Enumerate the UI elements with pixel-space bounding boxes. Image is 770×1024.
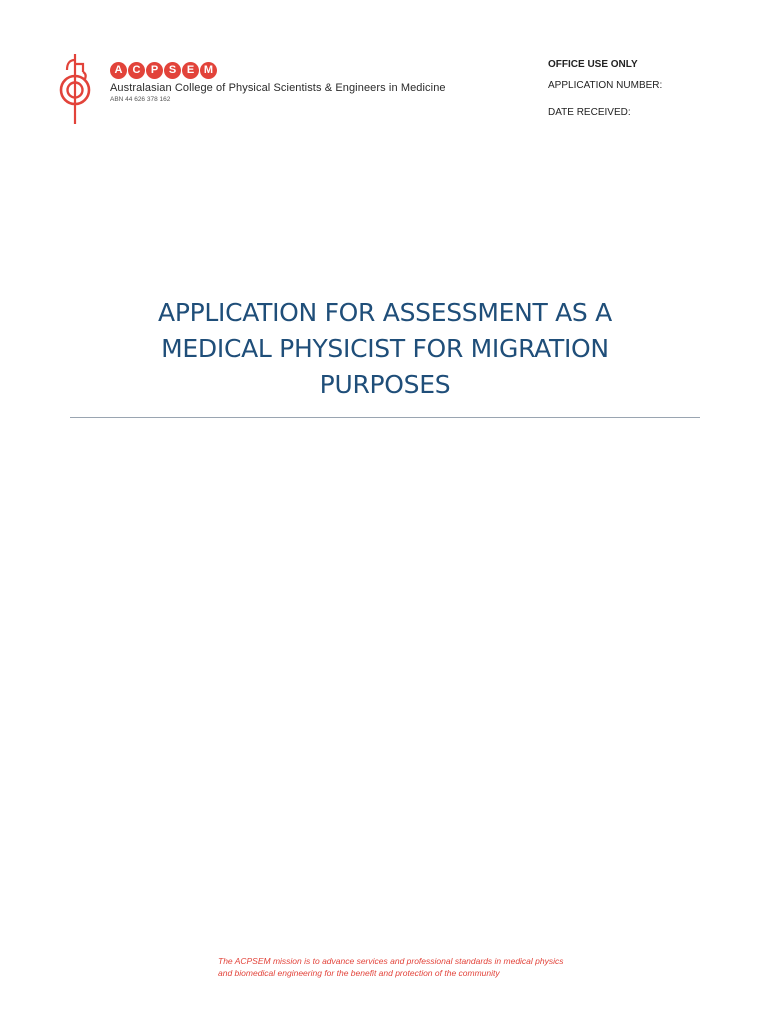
abn-number: ABN 44 626 378 162 (110, 96, 171, 103)
acpsem-acronym (110, 62, 446, 79)
acronym-letter: C (128, 62, 145, 79)
mission-statement (218, 955, 564, 979)
document-title (70, 295, 700, 403)
acpsem-logo-icon (54, 52, 96, 126)
date-received-label: DATE RECEIVED: (548, 107, 631, 118)
title-divider (70, 417, 700, 418)
office-use-heading: OFFICE USE ONLY (548, 59, 638, 70)
title-line: PURPOSES (319, 370, 451, 399)
acronym-letter: S (164, 62, 181, 79)
title-line: APPLICATION FOR ASSESSMENT AS A (158, 298, 612, 327)
application-number-label: APPLICATION NUMBER: (548, 80, 663, 91)
mission-line: and biomedical engineering for the benefit and protection of the community (218, 968, 500, 978)
acronym-letter: A (110, 62, 127, 79)
mission-line: The ACPSEM mission is to advance services and professional standards in medical physics (218, 956, 564, 966)
acronym-letter: E (182, 62, 199, 79)
title-line: MEDICAL PHYSICIST FOR MIGRATION (161, 334, 609, 363)
organisation-name: Australasian College of Physical Scientists & Engineers in Medicine (110, 82, 446, 94)
brand-block (110, 62, 446, 103)
acronym-letter: M (200, 62, 217, 79)
acronym-letter: P (146, 62, 163, 79)
office-use-block (548, 59, 662, 134)
